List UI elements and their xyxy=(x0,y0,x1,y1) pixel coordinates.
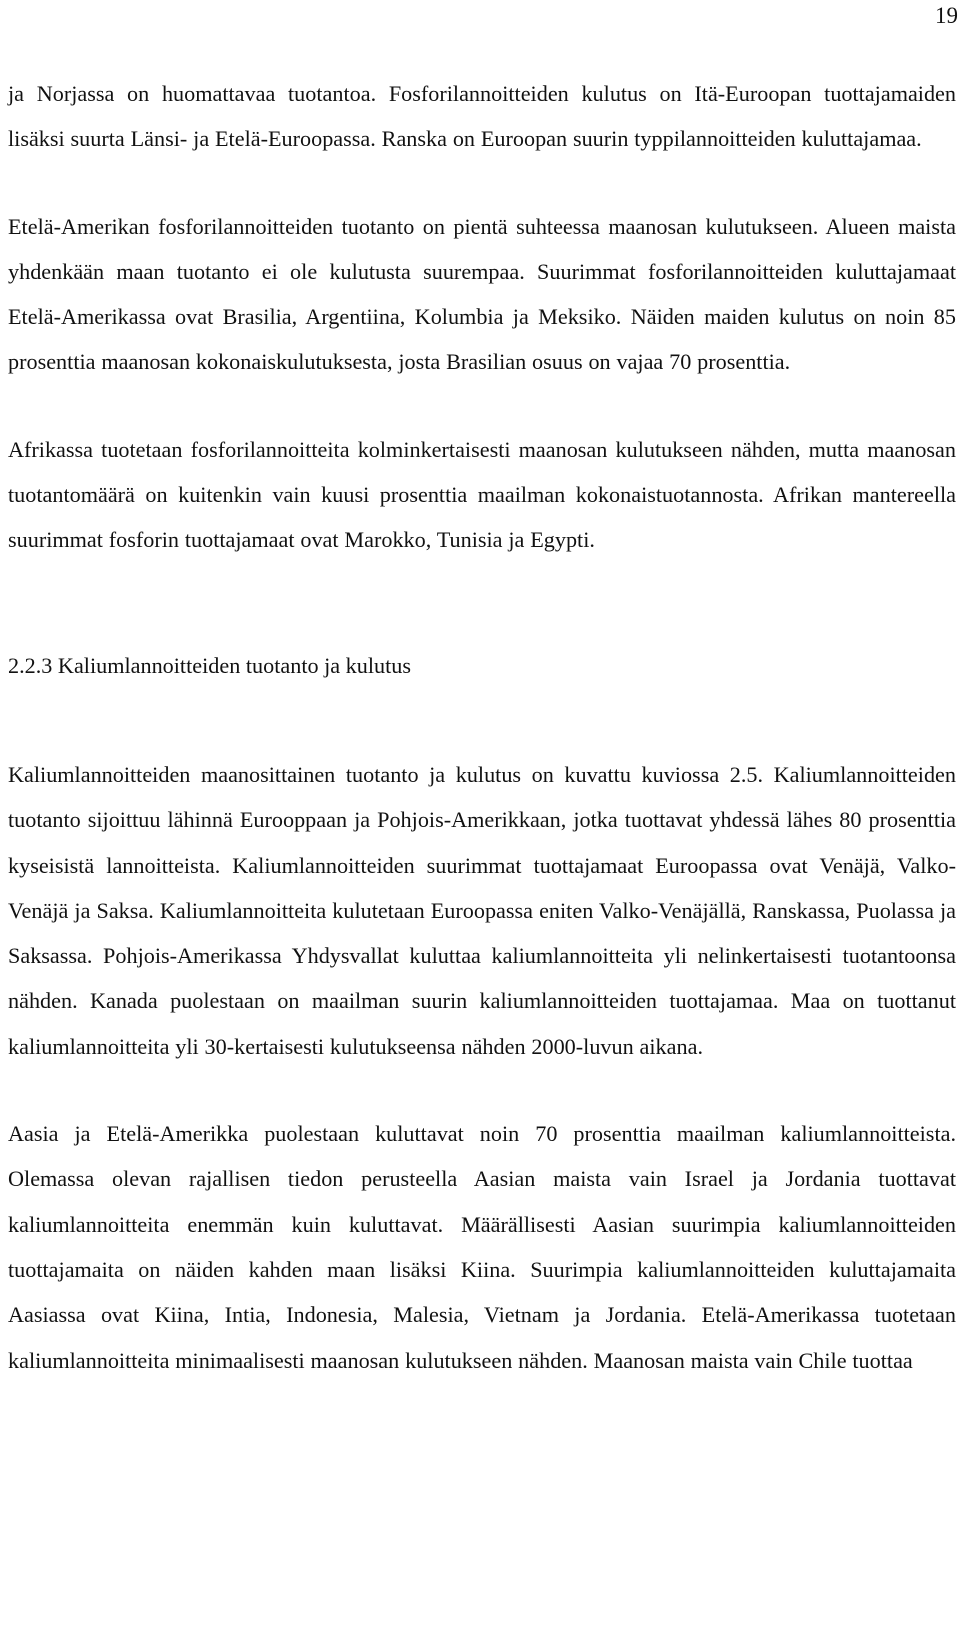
paragraph-phosphate-europe: ja Norjassa on huomattavaa tuotantoa. Fosforilannoitteiden kulutus on Itä-Euroopan tuottajamaiden lisäksi suurta Länsi- ja Etelä-Euroopassa. Ranska on Euroopan suurin typpilannoitteiden kuluttajamaa. xyxy=(8,81,956,152)
page-number: 19 xyxy=(935,3,958,28)
section-heading: 2.2.3 Kaliumlannoitteiden tuotanto ja kulutus xyxy=(8,652,412,678)
paragraph-phosphate-africa: Afrikassa tuotetaan fosforilannoitteita kolminkertaisesti maanosan kulutukseen nähden, mutta maanosan tuotantomäärä on kuitenkin vain kuusi prosenttia maailman kokonaistuotannosta. Afrikan mantereella suurimmat fosforin tuottajamaat ovat Marokko, Tunisia ja Egypti. xyxy=(8,436,956,553)
paragraph-potassium-overview: Kaliumlannoitteiden maanosittainen tuotanto ja kulutus on kuvattu kuviossa 2.5. Kaliumlannoitteiden tuotanto sijoittuu lähinnä Eurooppaan ja Pohjois-Amerikkaan, jotka tuottavat yhdessä lähes 80 prosenttia kyseisistä lannoitteista. Kaliumlannoitteiden suurimmat tuottajamaat Euroopassa ovat Venäjä, Valko-Venäjä ja Saksa. Kaliumlannoitteita kulutetaan Euroopassa eniten Valko-Venäjällä, Ranskassa, Puolassa ja Saksassa. Pohjois-Amerikassa Yhdysvallat kuluttaa kaliumlannoitteita yli nelinkertaisesti tuotantoonsa nähden. Kanada puolestaan on maailman suurin kaliumlannoitteiden tuottajamaa. Maa on tuottanut kaliumlannoitteita yli 30-kertaisesti kulutukseensa nähden 2000-luvun aikana. xyxy=(8,761,956,1059)
paragraph-potassium-asia: Aasia ja Etelä-Amerikka puolestaan kuluttavat noin 70 prosenttia maailman kaliumlannoitteista. Olemassa olevan rajallisen tiedon perusteella Aasian maista vain Israel ja Jordania tuottavat kaliumlannoitteita enemmän kuin kuluttavat. Määrällisesti Aasian suurimpia kaliumlannoitteiden tuottajamaita on näiden kahden maan lisäksi Kiina. Suurimpia kaliumlannoitteiden kuluttajamaita Aasiassa ovat Kiina, Intia, Indonesia, Malesia, Vietnam ja Jordania. Etelä-Amerikassa tuotetaan kaliumlannoitteita minimaalisesti maanosan kulutukseen nähden. Maanosan maista vain Chile tuottaa xyxy=(8,1121,956,1373)
paragraph-phosphate-south-america: Etelä-Amerikan fosforilannoitteiden tuotanto on pientä suhteessa maanosan kulutukseen. Alueen maista yhdenkään maan tuotanto ei ole kulutusta suurempaa. Suurimmat fosforilannoitteiden kuluttajamaat Etelä-Amerikassa ovat Brasilia, Argentiina, Kolumbia ja Meksiko. Näiden maiden kulutus on noin 85 prosenttia maanosan kokonaiskulutuksesta, josta Brasilian osuus on vajaa 70 prosenttia. xyxy=(8,213,956,375)
document-body xyxy=(8,71,956,1383)
